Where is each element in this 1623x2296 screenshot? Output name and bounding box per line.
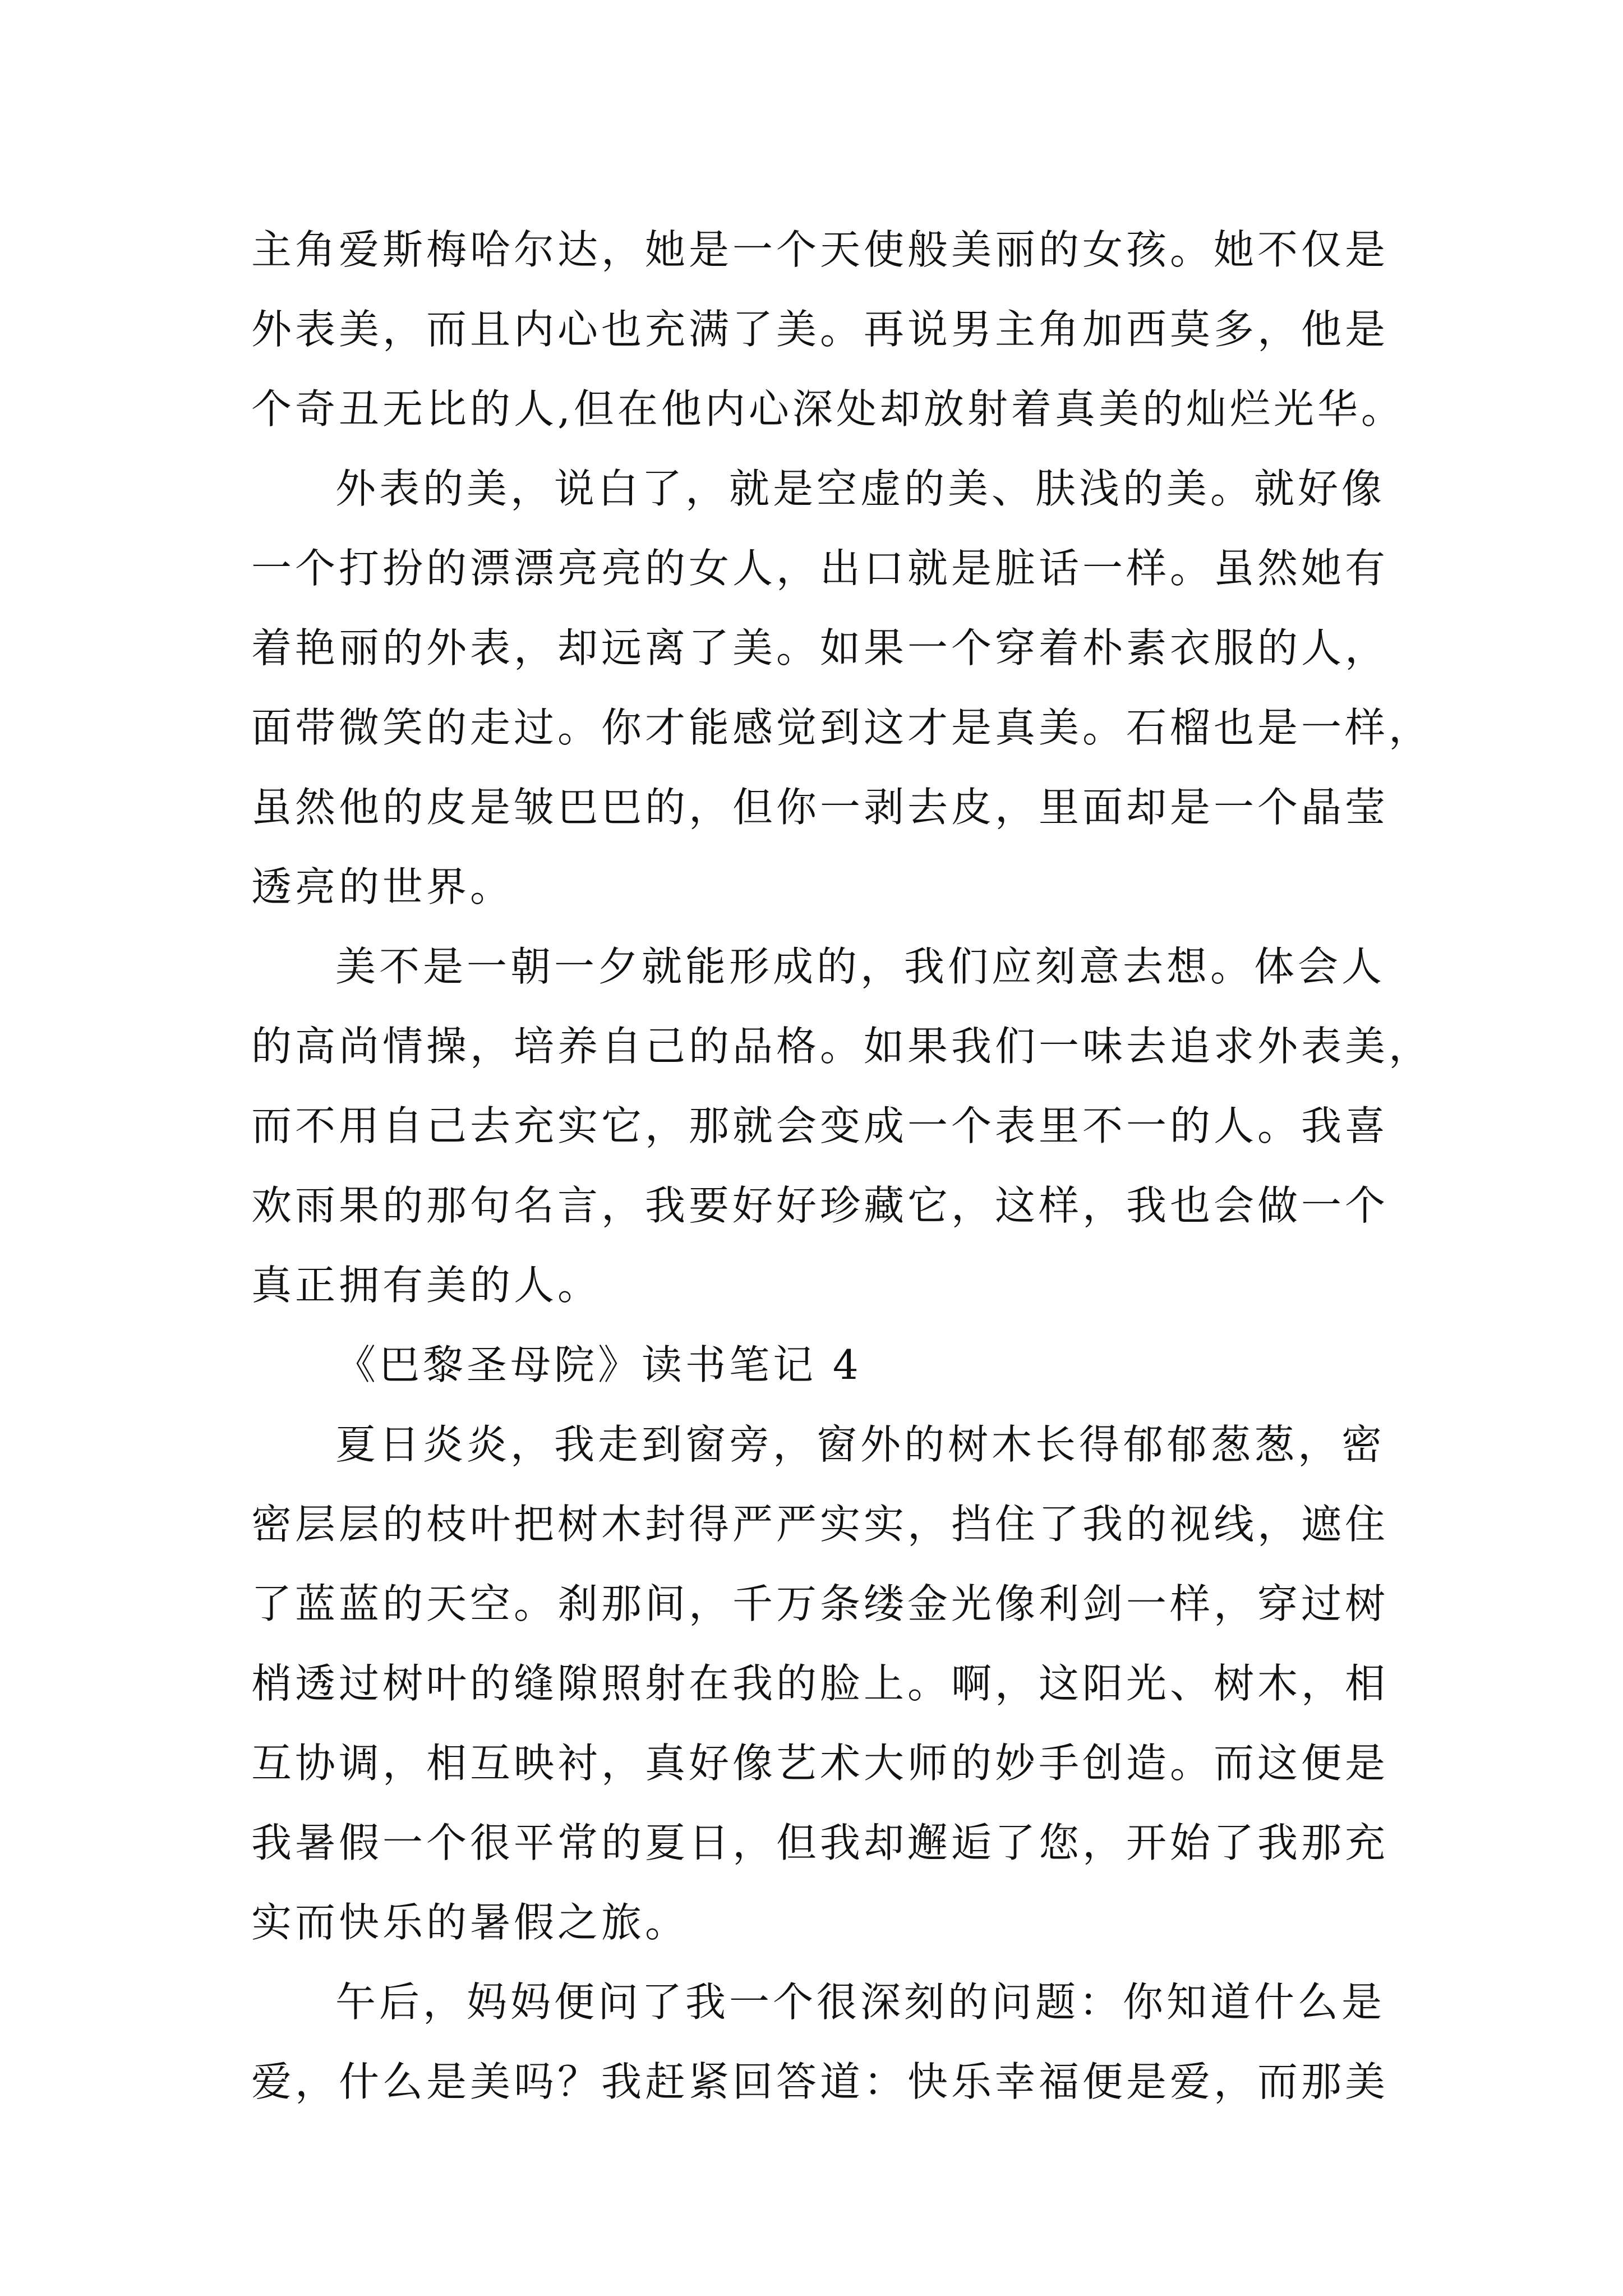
- paragraph-start-line: 美不是一朝一夕就能形成的，我们应刻意去想。体会人: [335, 943, 1386, 990]
- text-line: 虽然他的皮是皱巴巴的，但你一剥去皮，里面却是一个晶莹: [251, 784, 1389, 831]
- text-line: 实而快乐的暑假之旅。: [251, 1899, 689, 1946]
- section-heading: 《巴黎圣母院》读书笔记 4: [335, 1341, 862, 1388]
- text-line: 着艳丽的外表，却远离了美。如果一个穿着朴素衣服的人，: [251, 624, 1389, 671]
- text-line: 主角爱斯梅哈尔达，她是一个天使般美丽的女孩。她不仅是: [251, 226, 1389, 273]
- text-line: 外表美，而且内心也充满了美。再说男主角加西莫多，他是: [251, 306, 1389, 353]
- text-line: 互协调，相互映衬，真好像艺术大师的妙手创造。而这便是: [251, 1740, 1389, 1787]
- text-line: 面带微笑的走过。你才能感觉到这才是真美。石榴也是一样，: [251, 704, 1433, 751]
- text-line: 一个打扮的漂漂亮亮的女人，出口就是脏话一样。虽然她有: [251, 545, 1389, 592]
- text-line: 欢雨果的那句名言，我要好好珍藏它，这样，我也会做一个: [251, 1182, 1389, 1229]
- paragraph-start-line: 外表的美，说白了，就是空虚的美、肤浅的美。就好像: [335, 465, 1386, 512]
- paragraph-start-line: 午后，妈妈便问了我一个很深刻的问题：你知道什么是: [335, 1978, 1386, 2026]
- text-line: 爱，什么是美吗？我赶紧回答道：快乐幸福便是爱，而那美: [251, 2058, 1389, 2105]
- text-line: 我暑假一个很平常的夏日，但我却邂逅了您，开始了我那充: [251, 1819, 1389, 1866]
- text-line: 真正拥有美的人。: [251, 1262, 602, 1309]
- text-line: 的高尚情操，培养自己的品格。如果我们一味去追求外表美，: [251, 1023, 1433, 1070]
- text-line: 梢透过树叶的缝隙照射在我的脸上。啊，这阳光、树木，相: [251, 1660, 1389, 1707]
- paragraph-start-line: 夏日炎炎，我走到窗旁，窗外的树木长得郁郁葱葱，密: [335, 1421, 1386, 1468]
- text-line: 而不用自己去充实它，那就会变成一个表里不一的人。我喜: [251, 1102, 1389, 1149]
- text-body: [251, 210, 1433, 2122]
- text-line: 密层层的枝叶把树木封得严严实实，挡住了我的视线，遮住: [251, 1501, 1389, 1548]
- text-line: 了蓝蓝的天空。刹那间，千万条缕金光像利剑一样，穿过树: [251, 1580, 1389, 1627]
- text-line: 个奇丑无比的人,但在他内心深处却放射着真美的灿烂光华。: [251, 385, 1405, 432]
- text-line: 透亮的世界。: [251, 863, 514, 910]
